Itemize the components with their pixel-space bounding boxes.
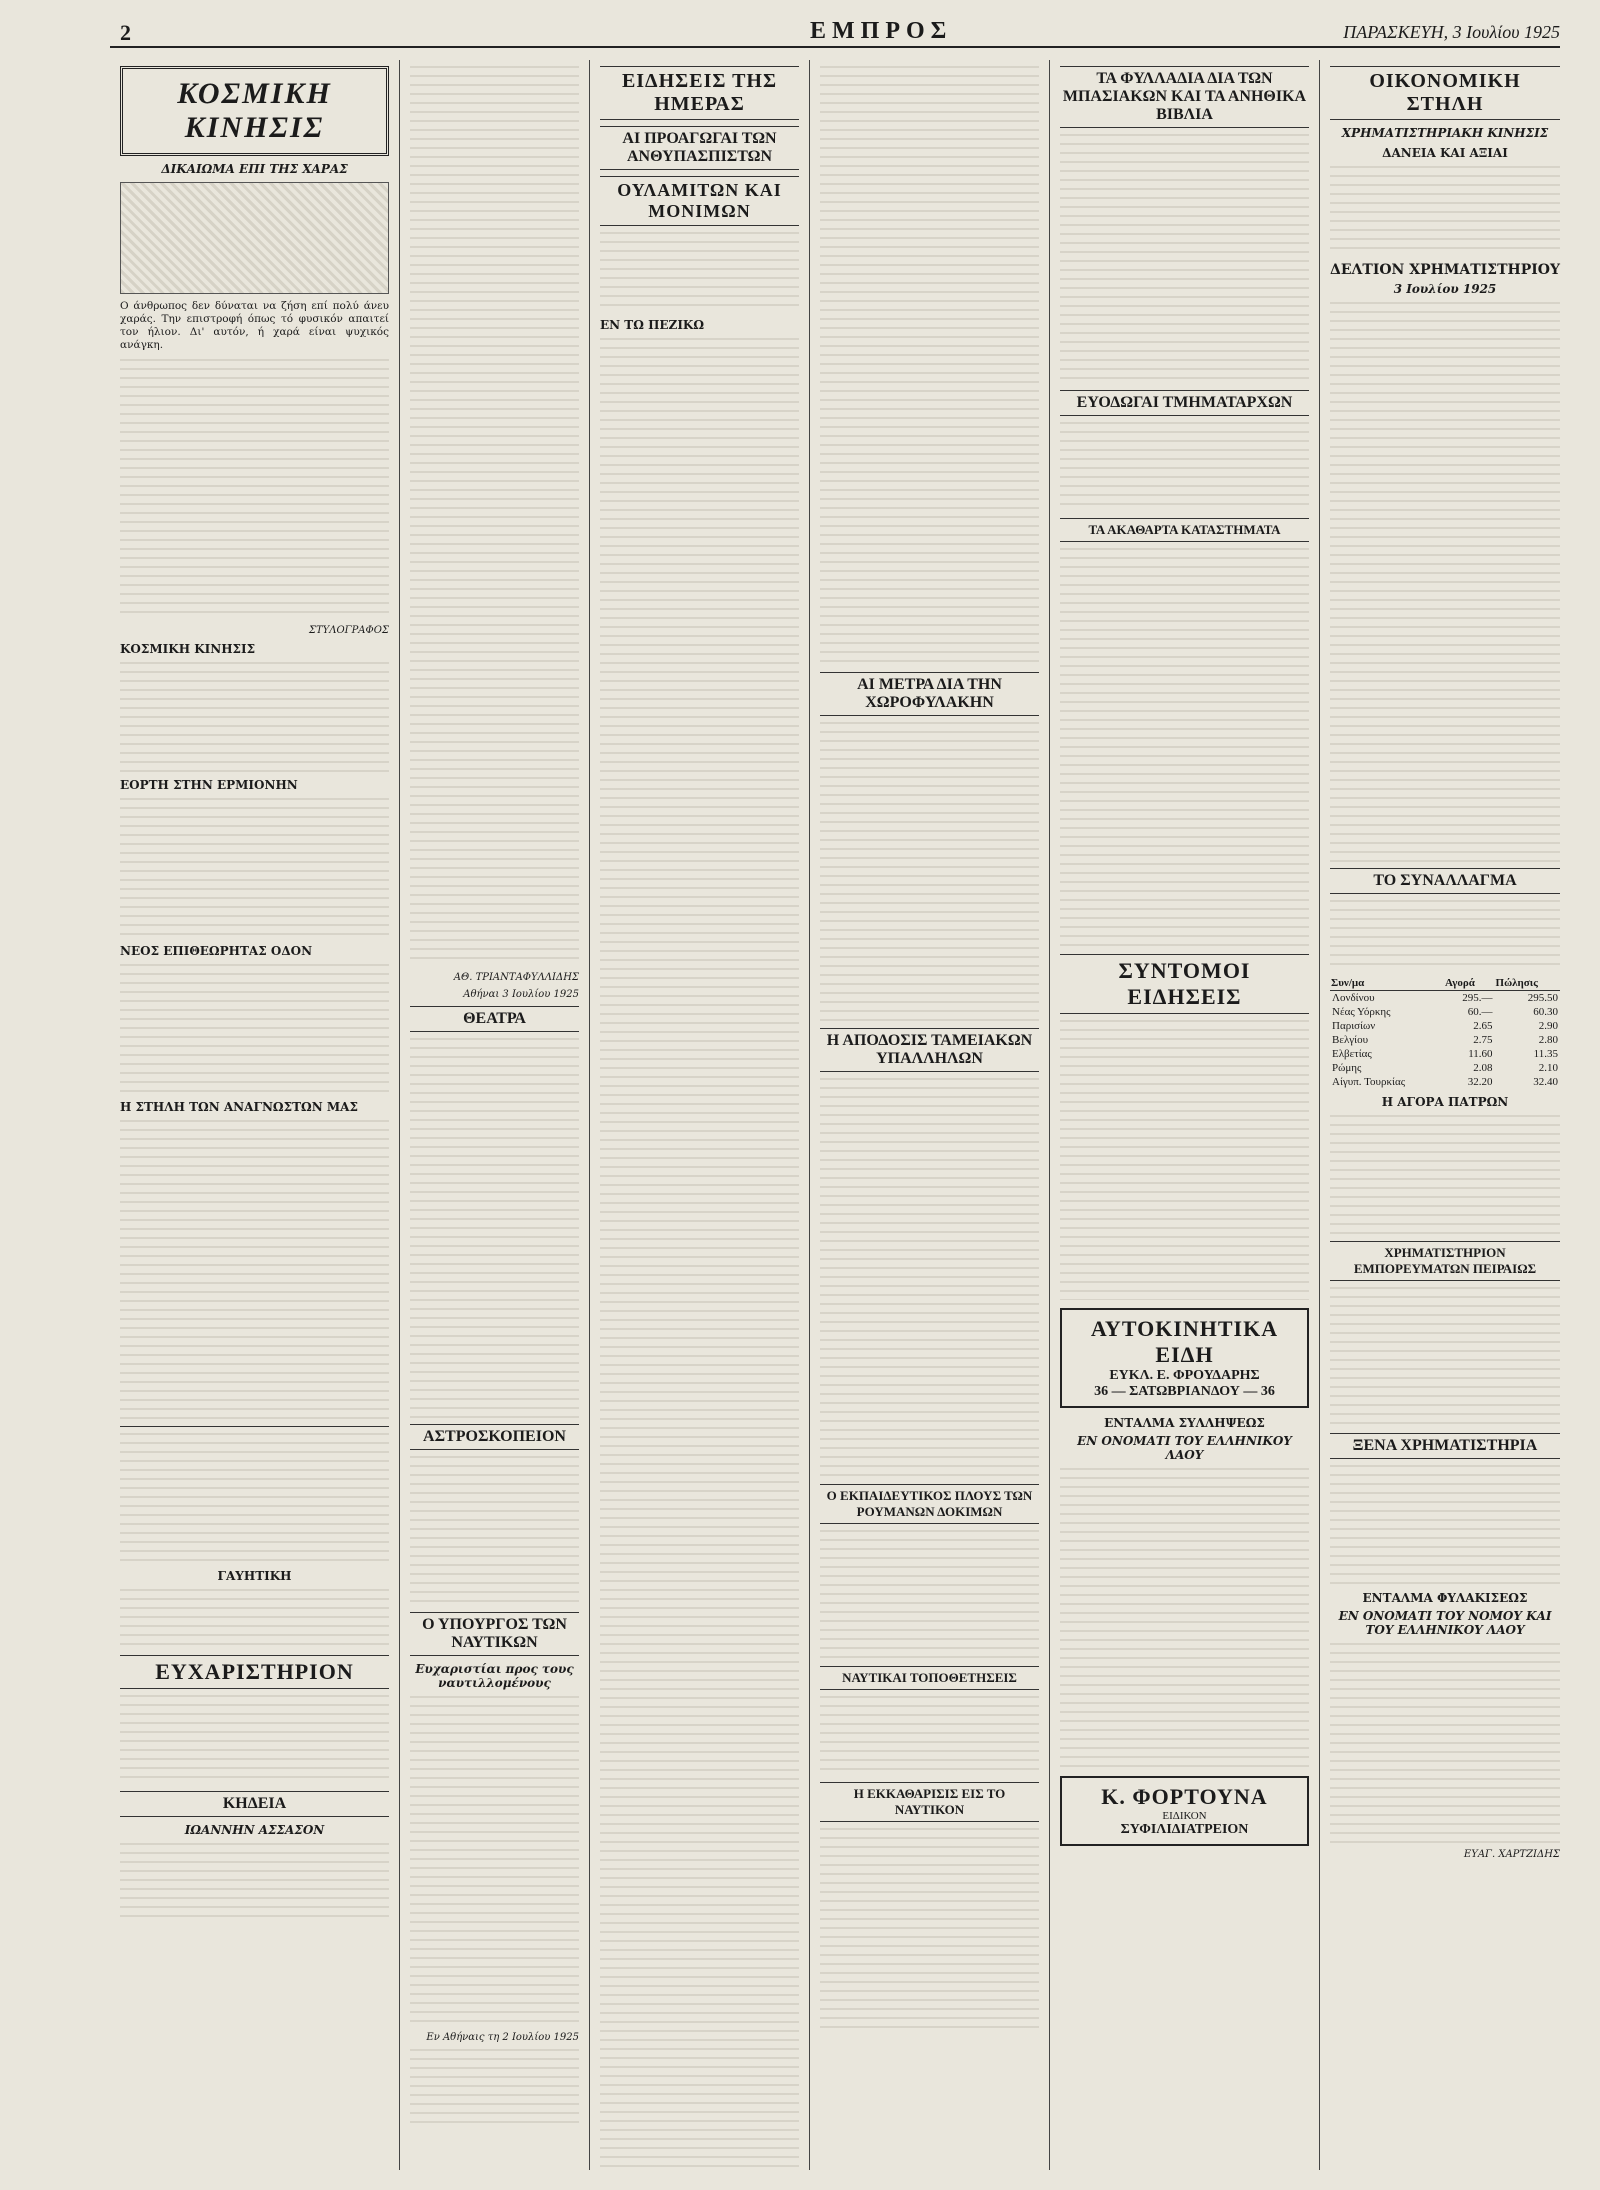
section-title: ΚΟΣΜΙΚΗ ΚΙΝΗΣΙΣ [120,66,389,156]
subheading: Ευχαριστίαι προς τους ναυτιλλομένους [415,1662,574,1690]
cell: Λονδίνου [1332,992,1375,1004]
heading: ΕΥΟΔΩΓΑΙ ΤΜΗΜΑΤΑΡΧΩΝ [1060,390,1309,416]
table-row [1330,1075,1560,1089]
cell: 2.75 [1473,1034,1493,1046]
cell: Ελβετίας [1332,1048,1372,1060]
cell: Νέας Υόρκης [1332,1006,1391,1018]
text-block [1330,1287,1560,1427]
text-block [1330,166,1560,256]
text-block [120,798,389,938]
table-row [1330,1033,1560,1047]
funeral-name: ΙΩΑΝΝΗΝ ΑΣΣΑΣΟΝ [184,1822,325,1837]
ad-name: ΕΥΚΛ. Ε. ΦΡΟΥΔΑΡΗΣ [1109,1368,1260,1383]
subheading: ΕΝ ΟΝΟΜΑΤΙ ΤΟΥ ΝΟΜΟΥ ΚΑΙ ΤΟΥ ΕΛΛΗΝΙΚΟΥ ΛΑΟΥ [1338,1609,1552,1637]
stock-table [1330,302,1560,862]
text-block [600,338,799,2170]
cell: 2.65 [1473,1020,1493,1032]
section-title: ΟΙΚΟΝΟΜΙΚΗ ΣΤΗΛΗ [1330,66,1560,120]
cell: 32.40 [1533,1076,1558,1088]
column-3 [590,60,810,2170]
col-header: Αγορά [1444,976,1495,991]
text-block [1330,1643,1560,1843]
col-header: Συν/μα [1330,976,1444,991]
text-block [120,1695,389,1785]
text-block [820,722,1039,1022]
column-2 [400,60,590,2170]
heading: ΕΝ ΤΩ ΠΕΖΙΚΩ [600,318,705,332]
heading: ΝΑΥΤΙΚΑΙ ΤΟΠΟΘΕΤΗΣΕΙΣ [820,1666,1039,1690]
article-subtitle: ΔΙΚΑΙΩΜΑ ΕΠΙ ΤΗΣ ΧΑΡΑΣ [161,162,348,176]
text-block [120,662,389,772]
heading: ΕΝΤΑΛΜΑ ΣΥΛΛΗΨΕΩΣ [1104,1416,1265,1430]
text-block [1060,134,1309,384]
cell: 60.30 [1533,1006,1558,1018]
column-1 [110,60,400,2170]
ad-title: Κ. ΦΟΡΤΟΥΝΑ [1101,1784,1268,1809]
text-block [410,66,579,966]
cell: 295.— [1462,992,1493,1004]
text-block [820,1530,1039,1660]
table-row [1330,1019,1560,1033]
cell: Ρώμης [1332,1062,1362,1074]
cell: 11.35 [1533,1048,1558,1060]
col-header: Πώλησις [1495,976,1560,991]
paper-name: ΕΜΠΡΟΣ [810,18,953,44]
cell: 2.90 [1538,1020,1558,1032]
heading: Η ΣΤΗΛΗ ΤΩΝ ΑΝΑΓΝΩΣΤΩΝ ΜΑΣ [120,1099,358,1114]
cell: 11.60 [1468,1048,1493,1060]
heading: ΔΑΝΕΙΑ ΚΑΙ ΑΞΙΑΙ [1382,146,1508,160]
heading: Ο ΕΚΠΑΙΔΕΥΤΙΚΟΣ ΠΛΟΥΣ ΤΩΝ ΡΟΥΜΑΝΩΝ ΔΟΚΙΜΩΝ [820,1484,1039,1524]
column-5 [1050,60,1320,2170]
heading: ΕΟΡΤΗ ΣΤΗΝ ΕΡΜΙΟΝΗΝ [120,777,298,792]
heading: ΑΙ ΜΕΤΡΑ ΔΙΑ ΤΗΝ ΧΩΡΟΦΥΛΑΚΗΝ [820,672,1039,716]
cell: 2.08 [1473,1062,1493,1074]
text-block [120,1843,389,1923]
text-block [820,1828,1039,2028]
text-block [1060,422,1309,512]
subheading: ΕΝ ΟΝΟΜΑΤΙ ΤΟΥ ΕΛΛΗΝΙΚΟΥ ΛΑΟΥ [1077,1434,1292,1462]
cell: 295.50 [1527,992,1558,1004]
heading: ΚΗΔΕΙΑ [120,1791,389,1817]
signature: ΕΥΑΓ. ΧΑΡΤΖΙΔΗΣ [1463,1849,1560,1860]
ad-sub: ΕΙΔΙΚΟΝ [1162,1810,1207,1822]
text-block [120,1589,389,1649]
heading: ΤΟ ΣΥΝΑΛΛΑΓΜΑ [1330,868,1560,894]
text-block [120,964,389,1094]
subheading: ΧΡΗΜΑΤΙΣΤΗΡΙΑΚΗ ΚΙΝΗΣΙΣ [1341,126,1549,140]
heading: ΕΥΧΑΡΙΣΤΗΡΙΟΝ [120,1655,389,1689]
divider [120,1426,389,1427]
text-block [1060,548,1309,948]
text-block [820,66,1039,666]
heading: ΣΥΝΤΟΜΟΙ ΕΙΔΗΣΕΙΣ [1060,954,1309,1014]
heading: ΘΕΑΤΡΑ [410,1006,579,1032]
column-6 [1320,60,1570,2170]
text-block [820,1078,1039,1478]
signature: ΑΘ. ΤΡΙΑΝΤΑΦΥΛΛΙΔΗΣ [453,972,579,983]
cell: 60.— [1467,1006,1493,1018]
page-number: 2 [120,20,131,45]
article-paragraph: Ο άνθρωπος δεν δύναται να ζήση επί πολύ άνευ χαράς. Την επιστροφή όπως τό φυσικόν απαιτεί τον ήλιον. Δι' αυτόν, ή χαρά είναι ψυχικός ανάγκη. [120,300,389,352]
heading: Η ΑΠΟΔΟΣΙΣ ΤΑΜΕΙΑΚΩΝ ΥΠΑΛΛΗΛΩΝ [820,1028,1039,1072]
date-line: 3 Ιουλίου 1925 [1393,282,1497,296]
cell: 32.20 [1467,1076,1493,1088]
ad-line: ΣΥΦΙΛΙΔΙΑΤΡΕΙΟΝ [1120,1822,1249,1837]
text-block [120,1120,389,1420]
heading: ΓΑΥΗΤΙΚΗ [217,1568,292,1583]
headline: ΑΙ ΠΡΟΑΓΩΓΑΙ ΤΩΝ ΑΝΘΥΠΑΣΠΙΣΤΩΝ [600,126,799,170]
illustration [120,182,389,294]
table-row [1330,1061,1560,1075]
heading: ΝΕΟΣ ΕΠΙΘΕΩΡΗΤΑΣ ΟΔΟΝ [120,943,313,958]
table-row [1330,1005,1560,1019]
text-block [820,1696,1039,1776]
text-block [1330,900,1560,970]
heading: ΑΣΤΡΟΣΚΟΠΕΙΟΝ [410,1424,579,1450]
heading: Ο ΥΠΟΥΡΓΟΣ ΤΩΝ ΝΑΥΤΙΚΩΝ [410,1612,579,1656]
table-row [1330,1047,1560,1061]
headline-2: ΟΥΛΑΜΙΤΩΝ ΚΑΙ ΜΟΝΙΜΩΝ [600,176,799,226]
masthead [110,18,1560,48]
text-block [600,232,799,312]
text-block [1060,1020,1309,1300]
heading: ΕΝΤΑΛΜΑ ΦΥΛΑΚΙΣΕΩΣ [1362,1591,1528,1605]
text-block [1330,1465,1560,1585]
signature: ΣΤΥΛΟΓΡΑΦΟΣ [308,624,389,636]
cell: Παρισίων [1332,1020,1376,1032]
heading: Η ΕΚΚΑΘΑΡΙΣΙΣ ΕΙΣ ΤΟ ΝΑΥΤΙΚΟΝ [820,1782,1039,1822]
closing-line: Εν Αθήναις τη 2 Ιουλίου 1925 [426,2032,579,2043]
heading: ΧΡΗΜΑΤΙΣΤΗΡΙΟΝ ΕΜΠΟΡΕΥΜΑΤΩΝ ΠΕΙΡΑΙΩΣ [1330,1241,1560,1281]
cell: 2.10 [1538,1062,1558,1074]
text-block [410,1456,579,1606]
section-title: ΕΙΔΗΣΕΙΣ ΤΗΣ ΗΜΕΡΑΣ [600,66,799,120]
ad-automotive [1060,1308,1309,1408]
heading: ΔΕΛΤΙΟΝ ΧΡΗΜΑΤΙΣΤΗΡΙΟΥ [1330,262,1560,278]
heading: ΚΟΣΜΙΚΗ ΚΙΝΗΣΙΣ [120,641,256,656]
heading: Η ΑΓΟΡΑ ΠΑΤΡΩΝ [1381,1095,1509,1109]
text-block [1330,1115,1560,1235]
ad-address: 36 — ΣΑΤΩΒΡΙΑΝΔΟΥ — 36 [1094,1384,1275,1399]
ad-title: ΑΥΤΟΚΙΝΗΤΙΚΑ ΕΙΔΗ [1090,1316,1279,1367]
text-block [410,2049,579,2129]
ad-clinic [1060,1776,1309,1846]
heading: ΤΑ ΦΥΛΛΑΔΙΑ ΔΙΑ ΤΩΝ ΜΠΑΣΙΑΚΩΝ ΚΑΙ ΤΑ ΑΝΗΘΙΚΑ ΒΙΒΛΙΑ [1060,66,1309,128]
text-block [120,1433,389,1563]
signature-date: Αθήναι 3 Ιουλίου 1925 [463,989,579,1000]
cell: Αίγυπ. Τουρκίας [1332,1076,1406,1088]
cell: 2.80 [1538,1034,1558,1046]
text-block [120,359,389,619]
cell: Βελγίου [1332,1034,1369,1046]
text-block [410,1038,579,1418]
heading: ΞΕΝΑ ΧΡΗΜΑΤΙΣΤΗΡΙΑ [1330,1433,1560,1459]
exchange-table [1330,976,1560,1089]
heading: ΤΑ ΑΚΑΘΑΡΤΑ ΚΑΤΑΣΤΗΜΑΤΑ [1060,518,1309,542]
issue-date: ΠΑΡΑΣΚΕΥΗ, 3 Ιουλίου 1925 [1343,22,1560,42]
table-row [1330,991,1560,1006]
text-block [410,1696,579,2026]
text-block [1060,1468,1309,1768]
column-4 [810,60,1050,2170]
